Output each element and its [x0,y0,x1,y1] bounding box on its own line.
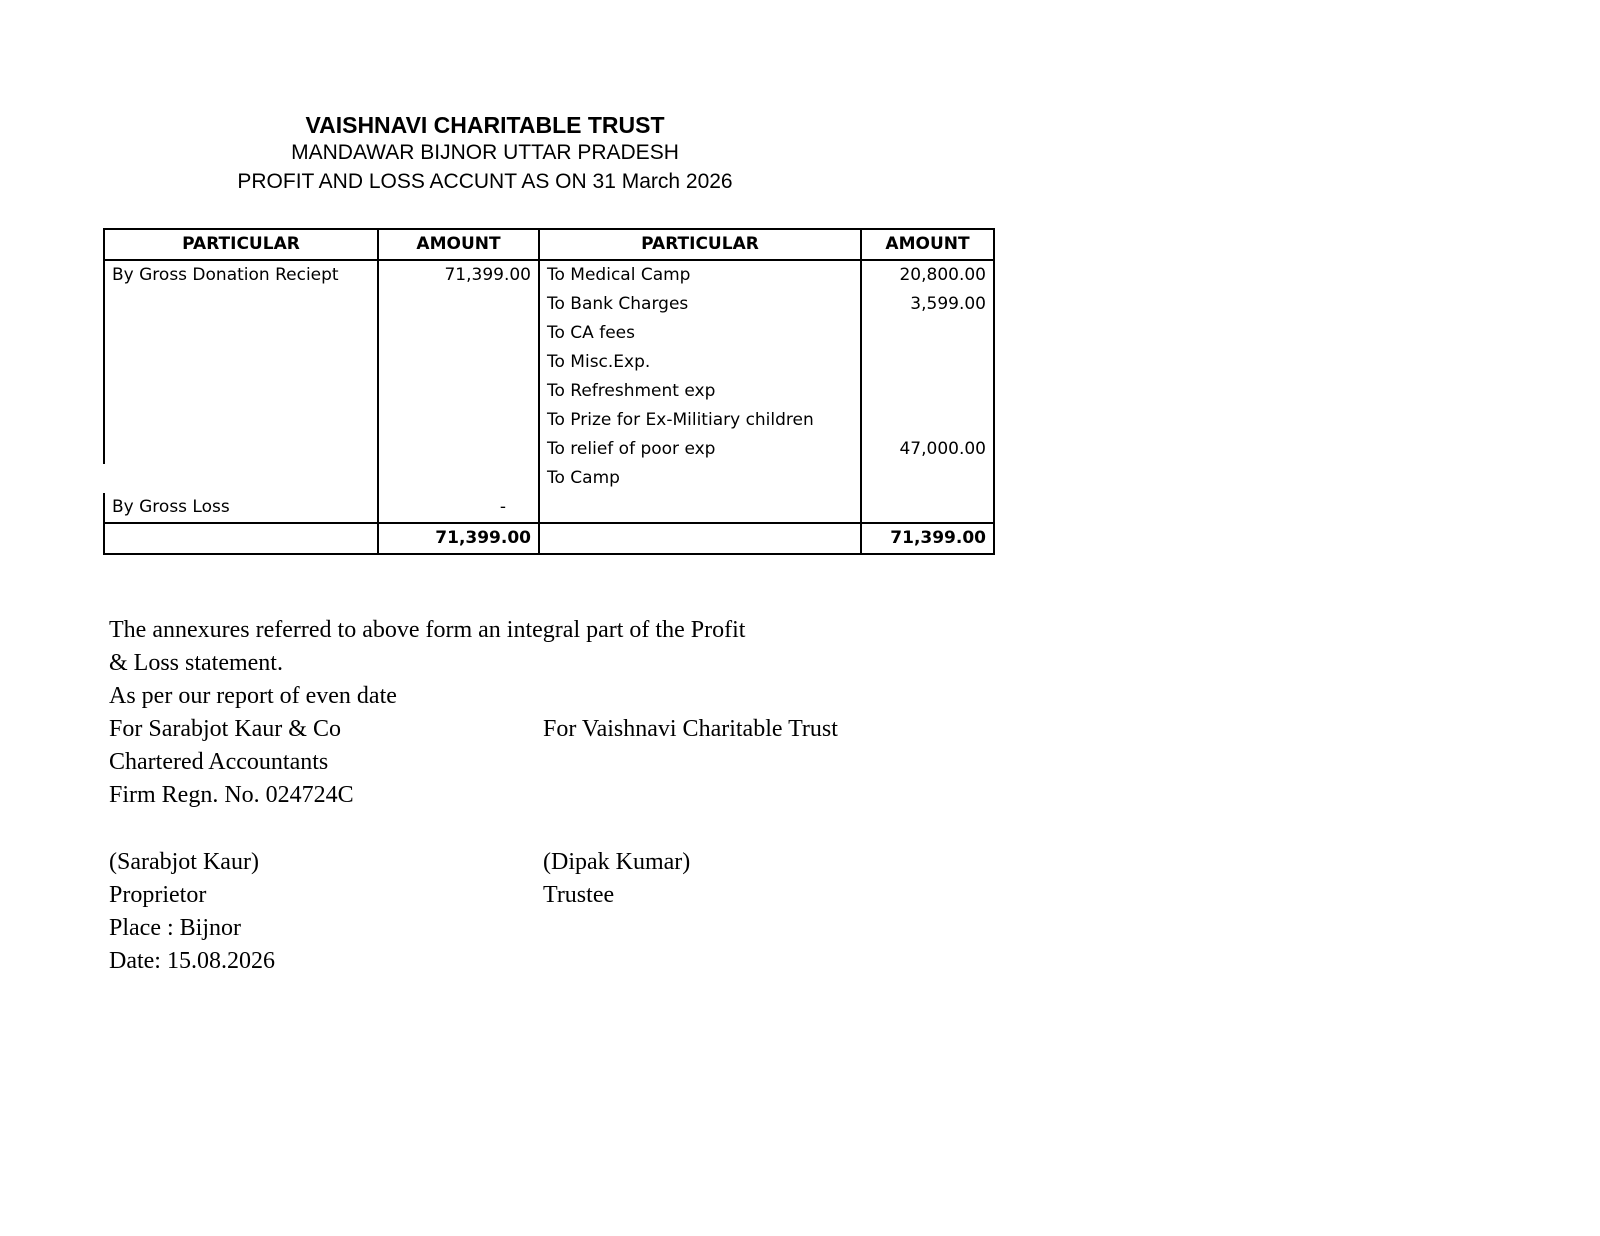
right-particular: To relief of poor exp [539,435,861,464]
auditor-role: Proprietor [109,882,207,908]
total-left-amount: 71,399.00 [378,523,539,554]
left-amount [378,319,539,348]
auditor-regn: Firm Regn. No. 024724C [109,782,354,808]
table-row [104,493,994,523]
table-row [104,319,994,348]
total-left-particular [104,523,378,554]
auditor-firm: For Sarabjot Kaur & Co [109,716,341,742]
left-particular: By Gross Donation Reciept [104,260,378,290]
right-particular: To CA fees [539,319,861,348]
table-row [104,464,994,493]
total-right-amount: 71,399.00 [861,523,994,554]
table-row [104,406,994,435]
header-particular-right: PARTICULAR [539,229,861,260]
right-amount: 20,800.00 [861,260,994,290]
right-amount: 47,000.00 [861,435,994,464]
place: Place : Bijnor [109,915,241,941]
left-amount [378,348,539,377]
header-amount-right: AMOUNT [861,229,994,260]
report-reference: As per our report of even date [109,683,397,709]
right-particular [539,493,861,523]
left-particular [104,406,378,435]
right-particular: To Misc.Exp. [539,348,861,377]
annexure-note-line1: The annexures referred to above form an integral part of the Profit [109,617,746,643]
trust-signatory: (Dipak Kumar) [543,849,691,875]
trust-name: VAISHNAVI CHARITABLE TRUST [305,112,665,138]
left-amount [378,290,539,319]
right-amount [861,377,994,406]
left-particular [104,319,378,348]
header-amount-left: AMOUNT [378,229,539,260]
left-amount [378,464,539,493]
auditor-designation: Chartered Accountants [109,749,329,775]
right-amount [861,406,994,435]
right-particular: To Camp [539,464,861,493]
left-amount: - [378,493,539,523]
right-amount [861,464,994,493]
left-particular [104,348,378,377]
auditor-signatory: (Sarabjot Kaur) [109,849,259,875]
right-particular: To Bank Charges [539,290,861,319]
table-row [104,290,994,319]
left-amount [378,406,539,435]
trust-role: Trustee [543,882,615,908]
header-particular-left: PARTICULAR [104,229,378,260]
table-row [104,348,994,377]
table-row [104,435,994,464]
right-particular: To Refreshment exp [539,377,861,406]
trust-for-label: For Vaishnavi Charitable Trust [543,716,838,742]
trust-address: MANDAWAR BIJNOR UTTAR PRADESH [291,141,679,164]
left-particular [104,377,378,406]
total-right-particular [539,523,861,554]
totals-row [104,523,994,554]
statement-title: PROFIT AND LOSS ACCUNT AS ON 31 March 2026 [237,170,733,193]
profit-loss-table [103,228,995,555]
right-amount [861,493,994,523]
right-particular: To Prize for Ex-Militiary children [539,406,861,435]
left-particular [104,435,378,464]
right-particular: To Medical Camp [539,260,861,290]
right-amount [861,348,994,377]
annexure-note-line2: & Loss statement. [109,650,283,676]
left-amount: 71,399.00 [378,260,539,290]
right-amount [861,319,994,348]
left-particular [104,464,378,493]
date: Date: 15.08.2026 [109,948,275,974]
table-row [104,260,994,290]
left-amount [378,435,539,464]
left-particular [104,290,378,319]
table-header-row [104,229,994,260]
left-amount [378,377,539,406]
right-amount: 3,599.00 [861,290,994,319]
table-row [104,377,994,406]
left-particular: By Gross Loss [104,493,378,523]
